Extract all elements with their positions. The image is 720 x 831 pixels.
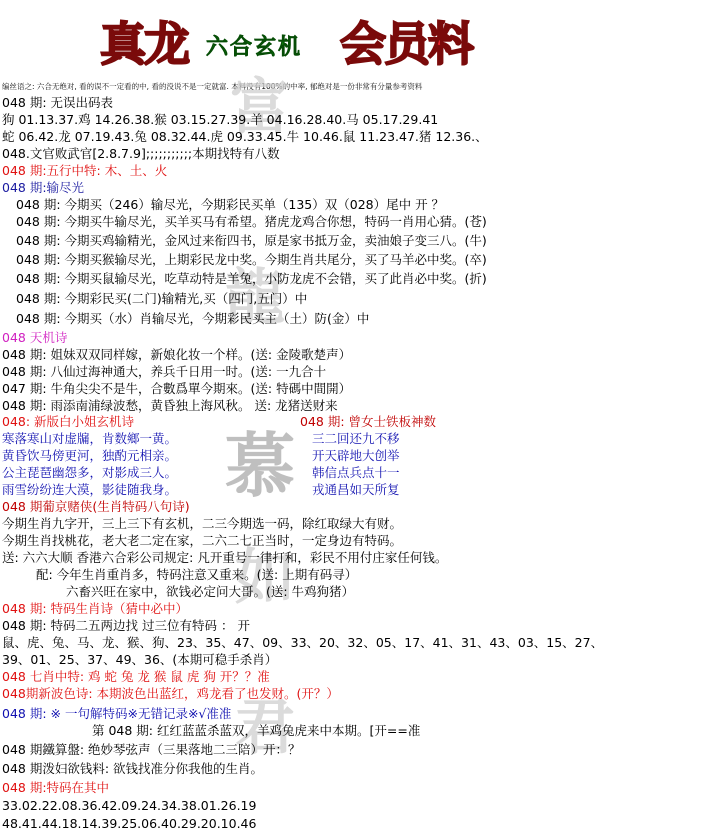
- title-part3: 会员料: [340, 17, 472, 71]
- text-line: 048 七肖中特: 鸡 蛇 兔 龙 猴 鼠 虎 狗 开？？准: [2, 669, 270, 684]
- text-line: 33.02.22.08.36.42.09.24.34.38.01.26.19: [2, 798, 257, 813]
- watermark-char: 慕: [225, 424, 295, 507]
- text-line: 048 期: 今期买猴输尽光，上期彩民龙中奖。今期生肖共尾分，买了马羊必中奖。(卒): [16, 252, 487, 267]
- title-part2: 六合玄机: [206, 34, 303, 60]
- text-line: 狗 01.13.37.鸡 14.26.38.猴 03.15.27.39.羊 04.16.28.40.马 05.17.29.41: [2, 112, 439, 127]
- poem-left-line: 雨雪纷纷连大漠，影徒随我身。: [2, 482, 178, 497]
- poem-right-line: 戎通昌如天所复: [312, 482, 400, 497]
- poem-right-title: 048 期: 曾女士铁板神数: [300, 414, 437, 429]
- text-line: 第 048 期: 红红蓝蓝杀蓝双，羊鸡兔虎来中本期。[开==准: [92, 723, 421, 738]
- text-line: 048 期: 今期买（246）输尽光，今期彩民买单（135）双（028）尾中 开 ？: [16, 197, 445, 212]
- text-line: 配: 今年生肖重肖多，特码注意又重来。(送: 上期有码寻）: [36, 567, 358, 582]
- text-line: 39、01、25、37、49、36、(本期可稳手杀肖）: [2, 652, 278, 667]
- text-line: 送: 六六大顺 香港六合彩公司规定: 凡开重号一律打和，彩民不用付庄家任何钱。: [2, 550, 448, 565]
- text-line: 48.41.44.18.14.39.25.06.40.29.20.10.46: [2, 816, 257, 831]
- watermark-char: 君: [235, 693, 295, 763]
- text-line: 048 期: 无误出码表: [2, 95, 114, 110]
- disclaimer-text: 编丝语之: 六合无绝对, 看的误不一定看的中, 看的没说不是一定就富. 本料没有100%的中率, 郁绝对是一份非常有分量参考资料: [2, 82, 423, 91]
- text-line: 047 期: 牛角尖尖不是牛，合數爲單今期來。(送: 特碼中間開）: [2, 381, 352, 396]
- text-line: 048 期: 特码二五两边找 过三位有特码 ： 开: [2, 618, 250, 633]
- watermark-char: 如: [235, 543, 295, 613]
- poem-right-line: 韩信点兵点十一: [312, 465, 400, 480]
- text-line: 048 期: 八仙过海神通大，养兵千日用一时。(送: 一九合十: [2, 364, 327, 379]
- text-line: 今期生肖九字开，三上三下有玄机，二三今期选一码，除红取绿大有财。: [2, 516, 403, 531]
- text-line: 048 期葡京赌侠(生肖特码八句诗): [2, 499, 190, 514]
- watermark-char: 富: [230, 73, 290, 143]
- poem-left-line: 公主琵琶幽怨多，对影成三人。: [2, 465, 178, 480]
- text-line: 048 期泼妇欲钱料: 欲钱找准分你我他的生肖。: [2, 761, 264, 776]
- poem-right-line: 三二回还九不移: [312, 431, 400, 446]
- text-line: 048 期: 雨添南浦绿波愁，黄昏独上海风秋。 送: 龙猪送财来: [2, 398, 338, 413]
- text-line: 048 期:输尽光: [2, 180, 85, 195]
- text-line: 048 期: 今期买（水）肖输尽光，今期彩民买主（土）防(金）中: [16, 311, 370, 326]
- text-line: 蛇 06.42.龙 07.19.43.兔 08.32.44.虎 09.33.45.牛 10.46.鼠 11.23.47.猪 12.36.、: [2, 129, 488, 144]
- text-line: 048 期鐵算盤: 绝妙琴弦声（三果落地二三陪）开：？: [2, 742, 301, 757]
- text-line: 鼠、虎、兔、马、龙、猴、狗、23、35、47、09、33、20、32、05、17、41、31、43、03、15、27、: [2, 635, 604, 650]
- text-line: 今期生肖找桃花，老大老二定在家，二六二七正当时，一定身边有特码。: [2, 533, 403, 548]
- poem-left-line: 黄昏饮马傍更河，独酌元相亲。: [2, 448, 178, 463]
- text-line: 048.文官败武官[2.8.7.9];;;;;;;;;;;本期找特有八数: [2, 146, 280, 161]
- poem-left-title: 048: 新版白小姐玄机诗: [2, 414, 135, 429]
- text-line: 六畜兴旺在家中，欲钱必定问大哥。(送: 牛鸡狗猪）: [66, 584, 355, 599]
- text-line: 048 期:特码在其中: [2, 780, 110, 795]
- title-part1: 真龙: [100, 17, 188, 71]
- text-line: 048 期: 今期买鼠输尽光，吃草动特是羊兔，小防龙虎不会错，买了此肖必中奖。(折): [16, 271, 487, 286]
- text-line: 048 期: 姐妹双双同样嫁，新娘化妆一个样。(送: 金陵歌楚声）: [2, 347, 352, 362]
- text-line: 048 期:五行中特: 木、土、火: [2, 163, 168, 178]
- text-line: 048 期: 特码生肖诗（猜中必中）: [2, 601, 189, 616]
- text-line: 048期新波色诗: 本期波色出蓝红，鸡龙看了也发财。(开？）: [2, 686, 339, 701]
- watermark-char: 龍: [225, 263, 285, 333]
- text-line: 048 期: 今期买牛输尽光，买羊买马有希望。猪虎龙鸡合你想，特码一肖用心猜。(苍): [16, 214, 487, 229]
- poem-left-line: 寒落寒山对虚牖，肯数鄉一黄。: [2, 431, 178, 446]
- poem-right-line: 开天辟地大创举: [312, 448, 400, 463]
- header-banner: [0, 0, 720, 80]
- text-line: 048 天机诗: [2, 330, 68, 345]
- text-line: 048 期: 今期买鸡输精光，金风过来衔四书，原是家书抵万金，卖油娘子变三八。(牛): [16, 233, 487, 248]
- text-line: 048 期: 今期彩民买(二门)输精光,买（四门,五门）中: [16, 291, 308, 306]
- text-line: 048 期: ※ 一句解特码※无错记录※√准准: [2, 706, 232, 721]
